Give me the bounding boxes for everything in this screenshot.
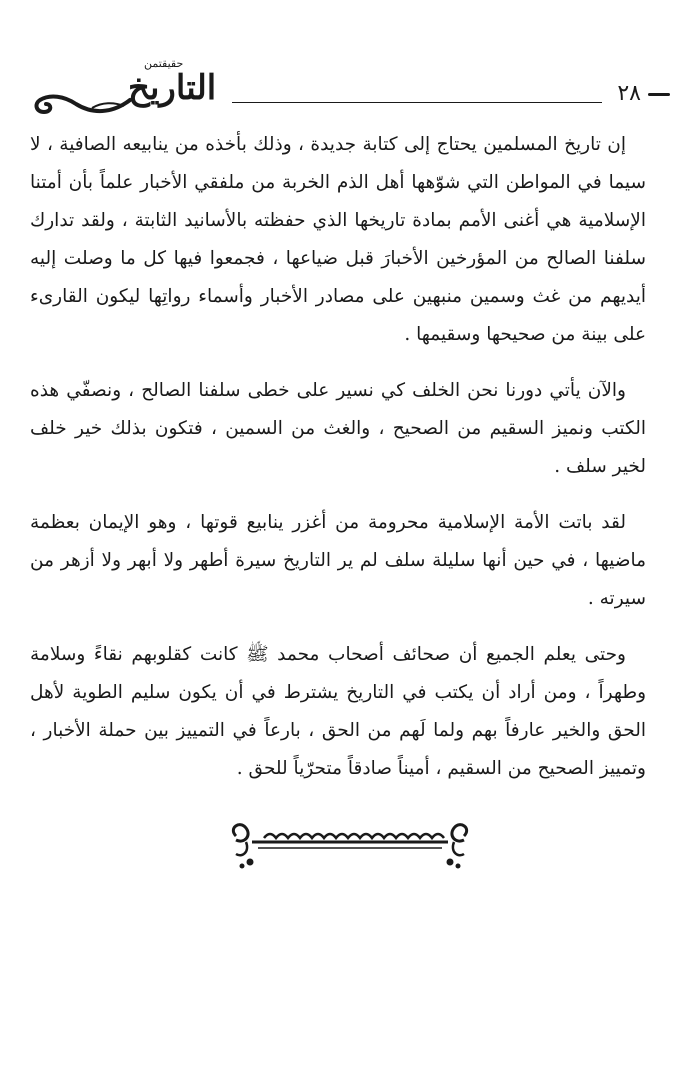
paragraph-3: لقد باتت الأمة الإسلامية محرومة من أغزر ينابيع قوتها ، وهو الإيمان بعظمة ماضيها ، في حين أنها سليلة سلف لم ير التاريخ سيرة أطهر ولا أبهر ولا أزهر من سيرته . [30, 512, 646, 609]
page-number-dash [648, 93, 670, 96]
page-number [617, 82, 672, 106]
page-header [32, 58, 672, 118]
logo-title: التاريخ [128, 68, 217, 108]
logo-swash-icon [32, 88, 132, 118]
paragraph-2: والآن يأتي دورنا نحن الخلف كي نسير على خطى سلفنا الصالح ، ونصفّي هذه الكتب ونميز السقيم من الصحيح ، والغث من السمين ، فتكون بذلك خير خلف لخير سلف . [30, 380, 646, 477]
page-number-text: ٢٨ [617, 81, 641, 106]
ornamental-divider-icon [228, 818, 472, 876]
body-text [30, 126, 646, 788]
logo-subtitle: حقيقتمن [144, 57, 184, 70]
book-title-logo [32, 58, 237, 118]
paragraph-1: إن تاريخ المسلمين يحتاج إلى كتابة جديدة ، وذلك بأخذه من ينابيعه الصافية ، لا سيما في المواطن التي شوّهها أهل الذم الخربة من ملفقي الأخبار علماً بأن أمتنا الإسلامية هي أغنى الأمم بمادة تاريخها الذي حفظته بالأسانيد الثابتة ، ولقد تدارك سلفنا الصالح من المؤرخين الأخبارَ قبل ضياعها ، فجمعوا فيها كل ما وصلت إليه أيديهم من غث وسمين منبهين على مصادر الأخبار وأسماء رواتِها ليكون القارىء على بينة من صحيحها وسقيمها . [30, 134, 646, 345]
paragraph-4: وحتى يعلم الجميع أن صحائف أصحاب محمد ﷺ كانت كقلوبهم نقاءً وسلامة وطهراً ، ومن أراد أن يكتب في التاريخ يشترط في أن يكون سليم الطوية لأهل الحق والخير عارفاً بهم ولما لَهم من الحق ، بارعاً في التمييز بين حملة الأخبار ، وتمييز الصحيح من السقيم ، أميناً صادقاً متحرّياً للحق . [30, 644, 646, 779]
header-rule [232, 102, 602, 103]
